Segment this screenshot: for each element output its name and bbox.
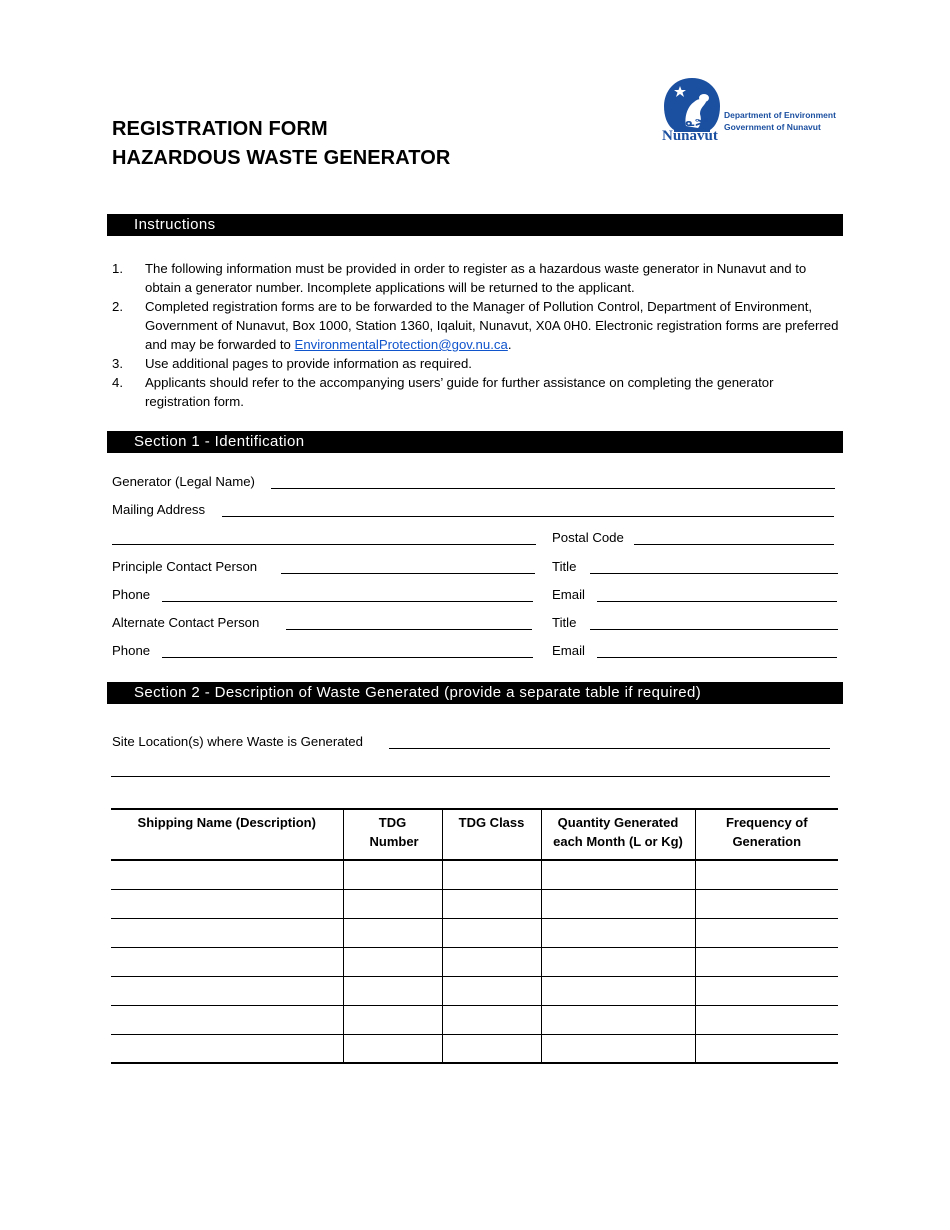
column-header-tdg-class: TDG Class [442, 809, 541, 860]
section-1-heading: Section 1 - Identification [107, 431, 843, 453]
table-header-row [111, 809, 838, 860]
instruction-item [112, 297, 842, 354]
table-row [111, 860, 838, 889]
department-line-1: Department of Environment [724, 110, 836, 120]
table-cell[interactable] [541, 889, 695, 918]
table-cell[interactable] [111, 860, 343, 889]
site-location-label: Site Location(s) where Waste is Generated [112, 734, 363, 749]
department-line-2: Government of Nunavut [724, 122, 821, 132]
instruction-text: The following information must be provided in order to register as a hazardous waste generator in Nunavut and to obtain a generator number. Incomplete applications will be returned to the applicant. [145, 261, 807, 295]
table-cell[interactable] [111, 1034, 343, 1063]
instruction-number: 4. [112, 375, 123, 390]
department-name [724, 109, 836, 133]
generator-label: Generator (Legal Name) [112, 474, 255, 489]
column-header-shipping-name: Shipping Name (Description) [111, 809, 343, 860]
table-cell[interactable] [541, 1005, 695, 1034]
principal-title-label: Title [552, 559, 577, 574]
table-cell[interactable] [442, 1005, 541, 1034]
instructions-heading: Instructions [107, 214, 843, 236]
table-cell[interactable] [442, 947, 541, 976]
table-cell[interactable] [695, 1005, 838, 1034]
table-cell[interactable] [695, 889, 838, 918]
principal-title-field[interactable] [590, 573, 838, 574]
alternate-title-label: Title [552, 615, 577, 630]
alternate-title-field[interactable] [590, 629, 838, 630]
waste-table [111, 808, 838, 1064]
site-location-field[interactable] [389, 748, 830, 749]
instruction-text-part: Completed registration forms are to be forwarded to the Manager of Pollution Control, Department of Environment, Government of Nunavut, Box 1000, Station 1360, Iqaluit, Nunavut, X0A 0H0. Electronic registration forms are preferred and may be forwarded to [145, 299, 839, 352]
logo-syllabics: ᓄᓇᕗᑦ [676, 118, 709, 129]
section-2-heading: Section 2 - Description of Waste Generated (provide a separate table if required) [107, 682, 843, 704]
alternate-contact-label: Alternate Contact Person [112, 615, 260, 630]
instruction-text [145, 297, 842, 354]
email-link[interactable]: EnvironmentalProtection@gov.nu.ca [294, 337, 508, 352]
table-row [111, 1005, 838, 1034]
alternate-email-field[interactable] [597, 657, 837, 658]
table-row [111, 918, 838, 947]
form-title-line-1: REGISTRATION FORM [112, 118, 328, 140]
table-row [111, 976, 838, 1005]
table-cell[interactable] [111, 947, 343, 976]
instruction-text-end: . [507, 337, 512, 352]
principal-phone-label: Phone [112, 587, 151, 602]
table-cell[interactable] [541, 976, 695, 1005]
instruction-text: Applicants should refer to the accompanying users’ guide for further assistance on completing the generator registration form. [145, 375, 774, 409]
alternate-phone-field[interactable] [162, 657, 533, 658]
mailing-address-field[interactable] [222, 516, 834, 517]
principal-email-field[interactable] [597, 601, 837, 602]
logo-wordmark: Nunavut [662, 128, 718, 144]
alternate-phone-label: Phone [112, 643, 151, 658]
table-cell[interactable] [442, 918, 541, 947]
column-header-tdg-number: TDG Number [343, 809, 442, 860]
form-title-line-2: HAZARDOUS WASTE GENERATOR [112, 147, 451, 169]
table-cell[interactable] [695, 918, 838, 947]
table-cell[interactable] [442, 976, 541, 1005]
table-row [111, 947, 838, 976]
instruction-number: 2. [112, 299, 123, 314]
alternate-contact-field[interactable] [286, 629, 532, 630]
table-cell[interactable] [442, 1034, 541, 1063]
table-cell[interactable] [343, 1005, 442, 1034]
table-row [111, 889, 838, 918]
table-cell[interactable] [695, 860, 838, 889]
principal-contact-field[interactable] [281, 573, 535, 574]
principal-email-label: Email [552, 587, 585, 602]
nunavut-logo [660, 76, 850, 146]
table-cell[interactable] [343, 947, 442, 976]
table-cell[interactable] [343, 889, 442, 918]
form-title [112, 115, 450, 173]
site-location-line-2-field[interactable] [111, 776, 830, 777]
mailing-address-label: Mailing Address [112, 502, 206, 517]
table-cell[interactable] [695, 1034, 838, 1063]
table-cell[interactable] [343, 918, 442, 947]
instruction-item [112, 354, 842, 373]
table-row [111, 1034, 838, 1063]
instruction-number: 1. [112, 261, 123, 276]
alternate-email-label: Email [552, 643, 585, 658]
table-cell[interactable] [541, 947, 695, 976]
table-cell[interactable] [343, 1034, 442, 1063]
principal-contact-label: Principle Contact Person [112, 559, 258, 574]
table-cell[interactable] [111, 976, 343, 1005]
postal-code-label: Postal Code [552, 530, 624, 545]
table-cell[interactable] [695, 947, 838, 976]
generator-field[interactable] [271, 488, 835, 489]
table-cell[interactable] [541, 860, 695, 889]
column-header-quantity: Quantity Generated each Month (L or Kg) [541, 809, 695, 860]
table-cell[interactable] [442, 860, 541, 889]
table-cell[interactable] [695, 976, 838, 1005]
principal-phone-field[interactable] [162, 601, 533, 602]
column-header-frequency: Frequency of Generation [695, 809, 838, 860]
table-cell[interactable] [111, 1005, 343, 1034]
table-cell[interactable] [111, 918, 343, 947]
table-cell[interactable] [541, 918, 695, 947]
instructions-list [112, 259, 842, 411]
table-cell[interactable] [343, 976, 442, 1005]
table-cell[interactable] [442, 889, 541, 918]
instruction-item [112, 259, 842, 297]
table-cell[interactable] [343, 860, 442, 889]
table-cell[interactable] [541, 1034, 695, 1063]
instruction-item [112, 373, 842, 411]
table-cell[interactable] [111, 889, 343, 918]
postal-code-field[interactable] [634, 544, 834, 545]
mailing-address-line-2-field[interactable] [112, 544, 536, 545]
instruction-text: Use additional pages to provide information as required. [145, 356, 472, 371]
instruction-number: 3. [112, 356, 123, 371]
